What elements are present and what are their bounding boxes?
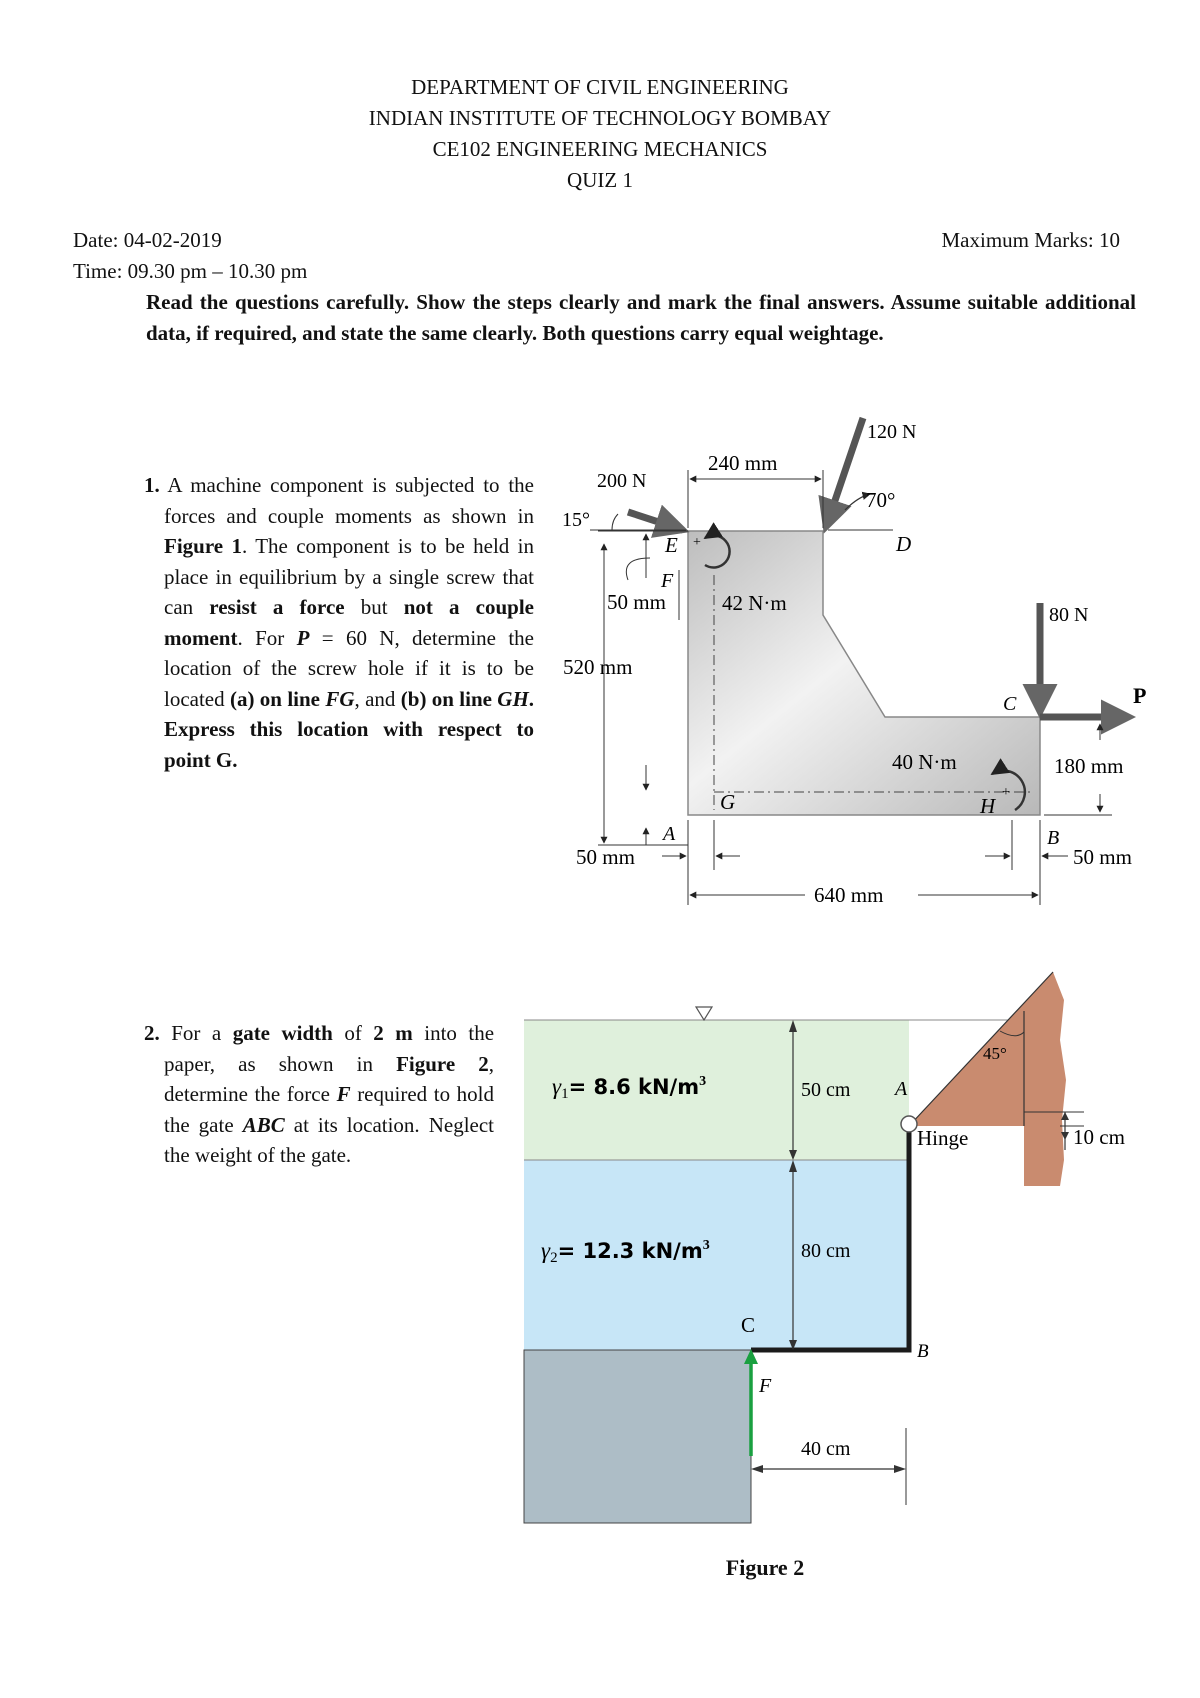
q2-text: For a <box>171 1021 222 1045</box>
gamma-1-symbol: γ <box>552 1074 562 1099</box>
point-b: B <box>917 1341 929 1362</box>
label-hinge: Hinge <box>917 1126 969 1150</box>
institute-title: INDIAN INSTITUTE OF TECHNOLOGY BOMBAY <box>368 106 832 130</box>
label-70deg: 70° <box>866 488 896 512</box>
label-45deg: 45° <box>983 1044 1007 1063</box>
gamma-2-symbol: γ <box>541 1238 551 1263</box>
gamma-2-exponent: 3 <box>702 1238 710 1253</box>
q1-emphasis: resist a force <box>209 595 345 619</box>
label-80n: 80 N <box>1049 604 1089 626</box>
q1-figure-ref: Figure 1 <box>164 534 242 558</box>
q1-text: , and <box>354 686 396 711</box>
label-50mm-right: 50 mm <box>1073 845 1132 869</box>
department-title: DEPARTMENT OF CIVIL ENGINEERING <box>411 75 789 99</box>
water-surface-icon <box>696 1007 712 1020</box>
q1-text: . The component is to be held in place in equilibrium by a single screw that can <box>164 534 534 619</box>
label-50cm: 50 cm <box>801 1079 851 1101</box>
q1-part-a: (a) on line <box>229 686 320 711</box>
q1-text: but <box>360 595 388 619</box>
exam-date: Date: 04-02-2019 <box>73 228 222 252</box>
point-f: F <box>661 570 674 592</box>
instructions: Read the questions carefully. Show the steps clearly and mark the final answers. Assume suitable additional data, if required, and state the same clearly. Both questions carry equal weightage. <box>146 290 1136 345</box>
hinge-icon <box>901 1116 917 1132</box>
question-number: 2. <box>144 1021 160 1045</box>
q1-line-fg: FG <box>325 686 355 711</box>
q1-emphasis: . Express this location with respect to point G. <box>164 686 535 772</box>
label-40cm: 40 cm <box>801 1438 851 1460</box>
q1-line-gh: GH <box>497 686 529 711</box>
label-240mm: 240 mm <box>708 451 778 475</box>
question-number: 1. <box>144 473 160 497</box>
label-80cm: 80 cm <box>801 1240 851 1262</box>
label-180mm: 180 mm <box>1054 754 1124 778</box>
label-40nm: 40 N·m <box>892 750 957 774</box>
label-10cm: 10 cm <box>1073 1125 1125 1149</box>
svg-text:+: + <box>693 535 701 550</box>
label-p: P <box>1133 683 1147 708</box>
q2-text: of <box>344 1021 362 1045</box>
max-marks: Maximum Marks: 10 <box>941 228 1120 252</box>
gamma-2-subscript: 2 <box>550 1250 558 1266</box>
exam-time: Time: 09.30 pm – 10.30 pm <box>73 259 308 283</box>
label-520mm: 520 mm <box>563 655 633 679</box>
q1-part-b: (b) on line <box>400 686 492 711</box>
gamma-1-exponent: 3 <box>699 1074 707 1089</box>
point-e: E <box>665 533 678 557</box>
label-120n: 120 N <box>867 421 917 443</box>
point-h: H <box>980 794 996 818</box>
point-a: A <box>663 823 676 845</box>
q2-text: required to hold the gate <box>164 1082 495 1137</box>
point-g: G <box>720 790 736 814</box>
point-d: D <box>896 532 912 556</box>
gamma-2-value: = 12.3 kN/m <box>557 1239 703 1263</box>
q2-variable: ABC <box>242 1112 285 1137</box>
label-200n: 200 N <box>597 470 647 492</box>
q2-emphasis: gate width <box>232 1021 333 1045</box>
q2-text: into the paper, as shown in <box>164 1021 495 1076</box>
q1-text: A machine component is subjected to the forces and couple moments as shown in <box>164 473 535 528</box>
svg-text:+: + <box>1002 785 1010 800</box>
course-title: CE102 ENGINEERING MECHANICS <box>432 137 768 161</box>
gamma-1-value: = 8.6 kN/m <box>568 1075 700 1099</box>
label-50mm-bottom: 50 mm <box>576 845 635 869</box>
q2-text: at its location. Neglect the weight of the gate. <box>164 1112 495 1167</box>
q2-emphasis: 2 m <box>373 1021 413 1045</box>
label-42nm: 42 N·m <box>722 591 787 615</box>
label-50mm-top: 50 mm <box>607 590 666 614</box>
point-c: C <box>741 1313 756 1337</box>
gamma-2-label <box>541 1238 710 1266</box>
point-c: C <box>1003 693 1017 715</box>
ground-block <box>524 1350 751 1523</box>
q1-emphasis: not a couple moment <box>164 595 535 650</box>
gamma-1-subscript: 1 <box>561 1086 569 1102</box>
q2-text: , determine the force <box>164 1051 495 1106</box>
q2-figure-ref: Figure 2 <box>396 1051 489 1076</box>
point-a: A <box>895 1078 908 1100</box>
quiz-title: QUIZ 1 <box>567 168 633 192</box>
wall <box>909 972 1066 1186</box>
q1-variable: P <box>296 625 310 650</box>
point-b: B <box>1047 827 1060 849</box>
gamma-1-label <box>552 1074 706 1102</box>
q2-variable: F <box>336 1082 351 1106</box>
label-f: F <box>759 1375 772 1397</box>
q1-text: = 60 N, determine the location of the screw hole if it is to be located <box>164 625 534 711</box>
figure-2-caption: Figure 2 <box>725 1555 805 1580</box>
label-15deg: 15° <box>562 509 590 531</box>
label-640mm: 640 mm <box>814 883 884 907</box>
q1-text: . For <box>237 625 285 650</box>
